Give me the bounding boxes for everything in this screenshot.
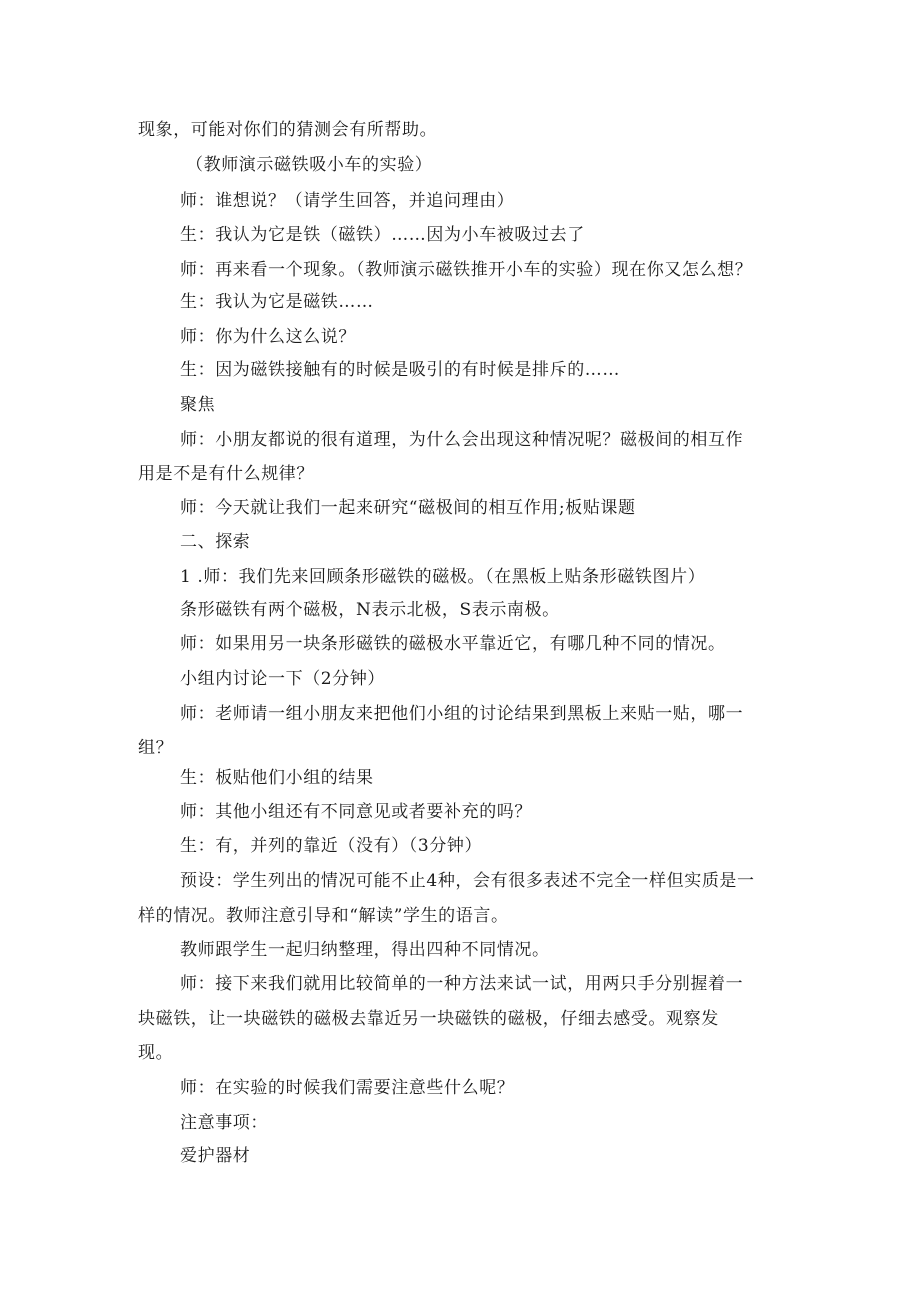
- text-line: 生：有，并列的靠近（没有）（3分钟）: [180, 836, 483, 856]
- text-line: 条形磁铁有两个磁极，N表示北极，S表示南极。: [180, 600, 560, 620]
- text-line: 1 .师：我们先来回顾条形磁铁的磁极。（在黑板上贴条形磁铁图片）: [180, 567, 706, 587]
- section-heading: 二、探索: [180, 532, 251, 552]
- text-line: 用是不是有什么规律？: [138, 464, 314, 484]
- text-line: 师：谁想说？（请学生回答，并追问理由）: [180, 191, 515, 211]
- text-line: 生：因为磁铁接触有的时候是吸引的有时候是排斥的……: [180, 360, 620, 380]
- text-line: 小组内讨论一下（2分钟）: [180, 669, 386, 689]
- text-line: 预设：学生列出的情况可能不止4种，会有很多表述不完全一样但实质是一: [180, 871, 755, 891]
- text-line: 教师跟学生一起归纳整理，得出四种不同情况。: [180, 940, 550, 960]
- text-line: 师：再来看一个现象。（教师演示磁铁推开小车的实验）现在你又怎么想？: [180, 260, 753, 280]
- text-line: 生：我认为它是铁（磁铁）……因为小车被吸过去了: [180, 225, 585, 245]
- text-line: 现象，可能对你们的猜测会有所帮助。: [138, 120, 438, 140]
- text-line: 现。: [138, 1043, 174, 1063]
- text-line: （教师演示磁铁吸小车的实验）: [186, 155, 433, 175]
- text-line: 爱护器材: [180, 1146, 251, 1166]
- text-line: 组？: [138, 738, 174, 758]
- text-line: 师：接下来我们就用比较简单的一种方法来试一试，用两只手分别握着一: [180, 974, 744, 994]
- text-line: 生：板贴他们小组的结果: [180, 768, 374, 788]
- text-line: 聚焦: [180, 395, 216, 415]
- text-line: 生：我认为它是磁铁……: [180, 292, 374, 312]
- text-line: 师：今天就让我们一起来研究“磁极间的相互作用;板贴课题: [180, 498, 636, 518]
- text-line: 师：其他小组还有不同意见或者要补充的吗？: [180, 802, 532, 822]
- text-line: 师：如果用另一块条形磁铁的磁极水平靠近它，有哪几种不同的情况。: [180, 634, 726, 654]
- text-line: 师：在实验的时候我们需要注意些什么呢？: [180, 1078, 515, 1098]
- text-line: 注意事项：: [180, 1113, 268, 1133]
- text-line: 师：你为什么这么说？: [180, 327, 356, 347]
- text-line: 师：小朋友都说的很有道理，为什么会出现这种情况呢？磁极间的相互作: [180, 430, 744, 450]
- text-line: 样的情况。教师注意引导和“解读”学生的语言。: [138, 906, 509, 926]
- text-line: 块磁铁，让一块磁铁的磁极去靠近另一块磁铁的磁极，仔细去感受。观察发: [138, 1009, 719, 1029]
- text-line: 师：老师请一组小朋友来把他们小组的讨论结果到黑板上来贴一贴，哪一: [180, 704, 744, 724]
